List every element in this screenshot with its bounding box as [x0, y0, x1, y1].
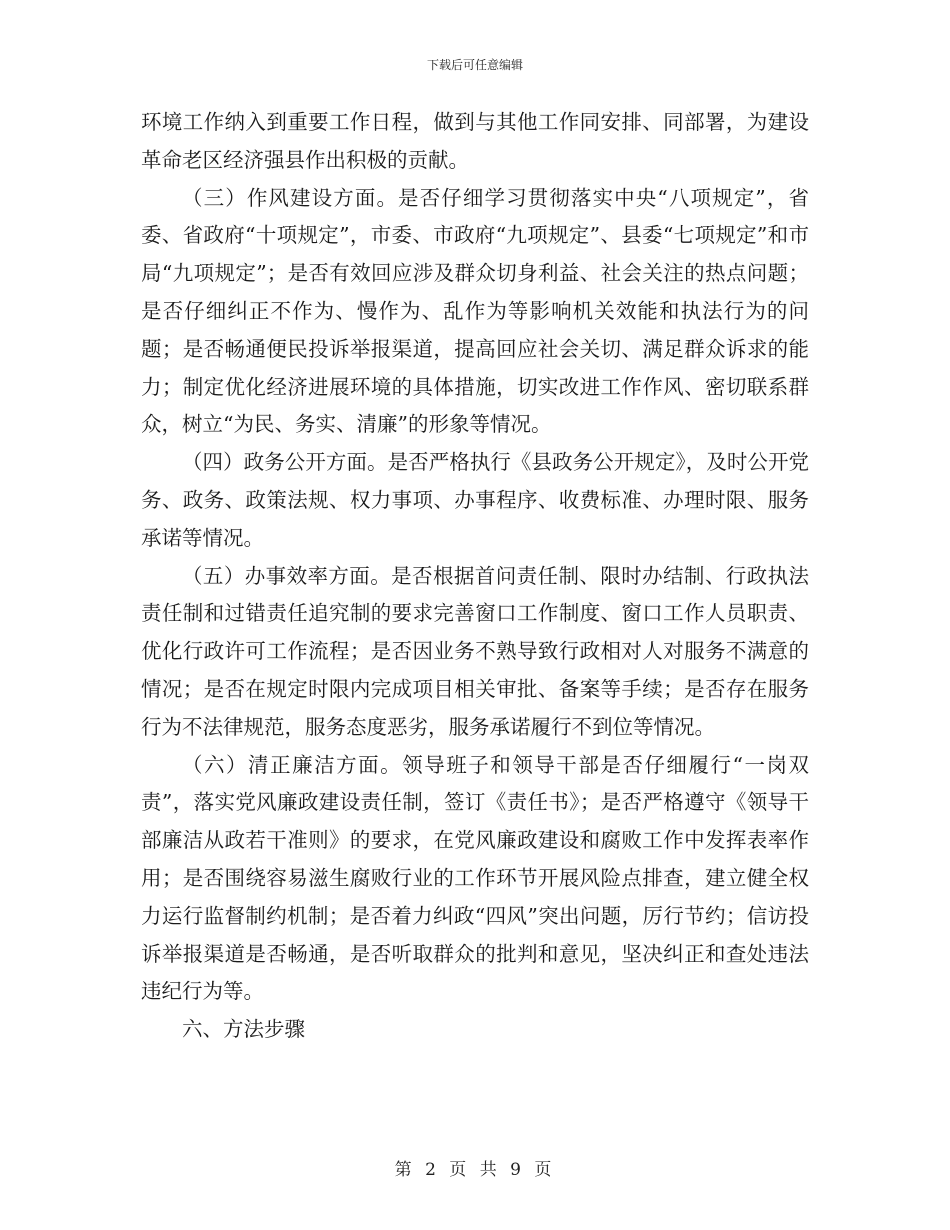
section-heading-methods: 六、方法步骤 [182, 1017, 305, 1042]
page-header: 下载后可任意编辑 [426, 58, 523, 72]
paragraph-efficiency: （五）办事效率方面。是否根据首问责任制、限时办结制、行政执法责任制和过错责任追究制的要求完善窗口工作制度、窗口工作人员职责、优化行政许可工作流程；是否因业务不熟导致行政相对人对服务不满意的情况；是否在规定时限内完成项目相关审批、备案等手续；是否存在服务行为不法律规范，服务态度恶劣，服务承诺履行不到位等情况。 [141, 563, 809, 739]
page-footer: 第 2 页 共 9 页 [394, 1160, 556, 1180]
paragraph-continuation: 环境工作纳入到重要工作日程，做到与其他工作同安排、同部署，为建设革命老区经济强县作出积极的贡献。 [141, 110, 809, 172]
paragraph-government-affairs: （四）政务公开方面。是否严格执行《县政务公开规定》，及时公开党务、政务、政策法规、权力事项、办事程序、收费标准、办理时限、服务承诺等情况。 [141, 450, 809, 550]
paragraph-work-style: （三）作风建设方面。是否仔细学习贯彻落实中央“八项规定”，省委、省政府“十项规定”，市委、市政府“九项规定”、县委“七项规定”和市局“九项规定”；是否有效回应涉及群众切身利益、社会关注的热点问题；是否仔细纠正不作为、慢作为、乱作为等影响机关效能和执法行为的问题；是否畅通便民投诉举报渠道，提高回应社会关切、满足群众诉求的能力；制定优化经济进展环境的具体措施，切实改进工作作风、密切联系群众，树立“为民、务实、清廉”的形象等情况。 [141, 185, 809, 437]
document-body [141, 104, 809, 1049]
paragraph-integrity: （六）清正廉洁方面。领导班子和领导干部是否仔细履行“一岗双责”，落实党风廉政建设责任制，签订《责任书》；是否严格遵守《领导干部廉洁从政若干准则》的要求，在党风廉政建设和腐败工作中发挥表率作用；是否围绕容易滋生腐败行业的工作环节开展风险点排查，建立健全权力运行监督制约机制；是否着力纠政“四风”突出问题，厉行节约；信访投诉举报渠道是否畅通，是否听取群众的批判和意见，坚决纠正和查处违法违纪行为等。 [141, 752, 809, 1004]
